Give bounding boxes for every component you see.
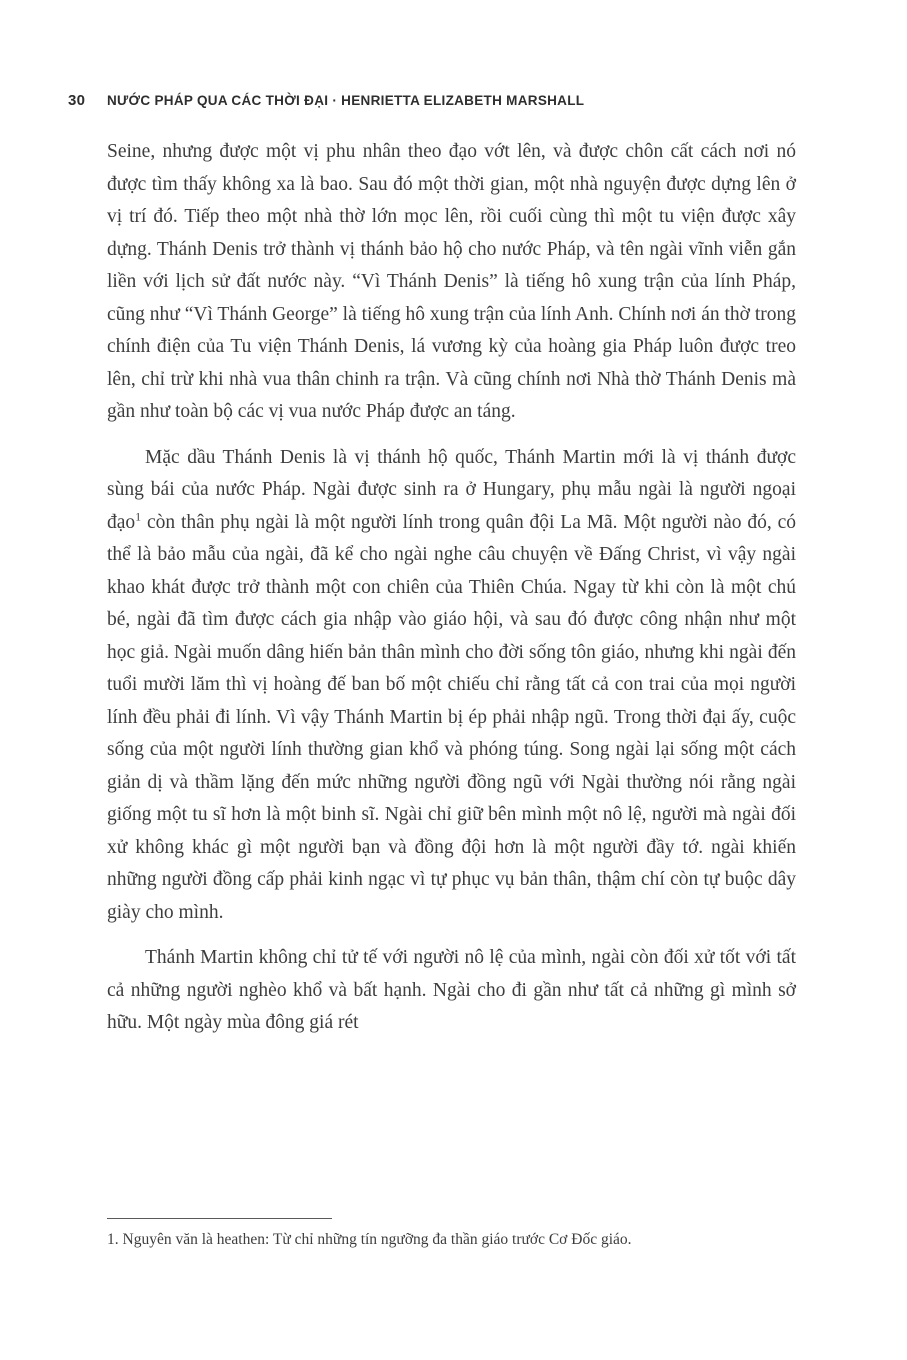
paragraph-2-text-before-marker: Mặc dầu Thánh Denis là vị thánh hộ quốc, Thánh Martin mới là vị thánh được sùng bái của nước Pháp. Ngài được sinh ra ở Hungary, phụ mẫu ngài là người ngoại đạo <box>107 446 796 533</box>
body-text <box>107 136 796 1040</box>
footnote-text: 1. Nguyên văn là heathen: Từ chỉ những tín ngưỡng đa thần giáo trước Cơ Đốc giáo. <box>107 1231 632 1248</box>
paragraph-2-text-after-marker: còn thân phụ ngài là một người lính trong quân đội La Mã. Một người nào đó, có thể là bảo mẫu của ngài, đã kể cho ngài nghe câu chuyện về Đấng Christ, vì vậy ngài khao khát được trở thành một con chiên của Thiên Chúa. Ngay từ khi còn là một chú bé, ngài đã tìm được cách gia nhập vào giáo hội, và sau đó được công nhận như một học giả. Ngài muốn dâng hiến bản thân mình cho đời sống tôn giáo, nhưng khi ngài đến tuổi mười lăm thì vị hoàng đế ban bố một chiếu chỉ rằng tất cả con trai của mọi người lính đều phải đi lính. Vì vậy Thánh Martin bị ép phải nhập ngũ. Trong thời đại ấy, cuộc sống của một người lính thường gian khổ và phóng túng. Song ngài lại sống một cách giản dị và thầm lặng đến mức những người đồng ngũ với Ngài thường nói rằng ngài giống một tu sĩ hơn là một binh sĩ. Ngài chỉ giữ bên mình một nô lệ, người mà ngài đối xử không khác gì một người bạn và đồng đội hơn là một người đầy tớ. ngài khiến những người đồng cấp phải kinh ngạc vì tự phục vụ bản thân, thậm chí còn tự buộc dây giày cho mình. <box>107 511 796 923</box>
running-title: NƯỚC PHÁP QUA CÁC THỜI ĐẠI · HENRIETTA ELIZABETH MARSHALL <box>107 93 585 108</box>
paragraph-2 <box>107 442 796 930</box>
footnote-divider <box>107 1218 332 1219</box>
page-header <box>68 92 796 109</box>
page-number: 30 <box>68 92 86 109</box>
footnote-marker: 1 <box>135 509 142 523</box>
footnote-area <box>107 1218 796 1251</box>
paragraph-3: Thánh Martin không chỉ tử tế với người nô lệ của mình, ngài còn đối xử tốt với tất cả những người nghèo khổ và bất hạnh. Ngài cho đi gần như tất cả những gì mình sở hữu. Một ngày mùa đông giá rét <box>107 947 796 1033</box>
paragraph-1: Seine, nhưng được một vị phu nhân theo đạo vớt lên, và được chôn cất cách nơi nó được tìm thấy không xa là bao. Sau đó một thời gian, một nhà nguyện được dựng lên ở vị trí đó. Tiếp theo một nhà thờ lớn mọc lên, rồi cuối cùng thì một tu viện được xây dựng. Thánh Denis trở thành vị thánh bảo hộ cho nước Pháp, và tên ngài vĩnh viễn gắn liền với lịch sử đất nước này. “Vì Thánh Denis” là tiếng hô xung trận của lính Pháp, cũng như “Vì Thánh George” là tiếng hô xung trận của lính Anh. Chính nơi án thờ trong chính điện của Tu viện Thánh Denis, lá vương kỳ của hoàng gia Pháp luôn được treo lên, chỉ trừ khi nhà vua thân chinh ra trận. Và cũng chính nơi Nhà thờ Thánh Denis mà gần như toàn bộ các vị vua nước Pháp được an táng. <box>107 141 797 422</box>
